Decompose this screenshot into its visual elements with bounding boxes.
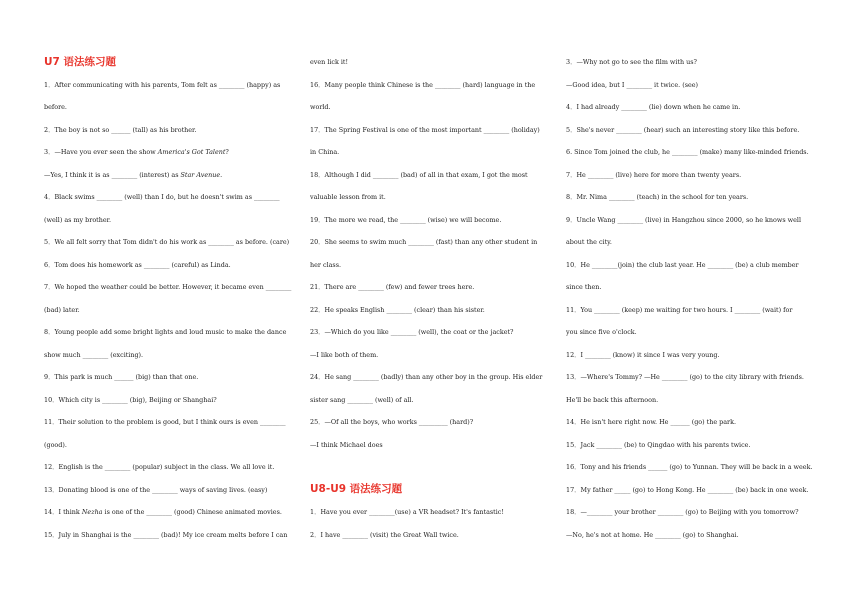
exercise-line: 2．The boy is not so ______ (tall) as his brother. bbox=[44, 126, 197, 134]
exercise-line: 3．—Why not go to see the film with us? bbox=[566, 58, 697, 66]
exercise-line: 18．—________ your brother ________ (go) to Beijing with you tomorrow? bbox=[566, 508, 799, 516]
exercise-line: 1．Have you ever ________(use) a VR headset? It's fantastic! bbox=[310, 508, 504, 516]
exercise-line: 14．He isn't here right now. He ______ (go) the park. bbox=[566, 418, 737, 426]
exercise-line: 6．Tom does his homework as ________ (careful) as Linda. bbox=[44, 261, 231, 269]
exercise-line: 25．—Of all the boys, who works _________ (hard)? bbox=[310, 418, 474, 426]
exercise-line: her class. bbox=[310, 261, 342, 269]
exercise-line: 15．Jack ________ (be) to Qingdao with his parents twice. bbox=[566, 441, 751, 449]
exercise-line: 12．I ________ (know) it since I was very young. bbox=[566, 351, 720, 359]
exercise-line: show much ________ (exciting). bbox=[44, 351, 144, 359]
exercise-line: 23．—Which do you like ________ (well), the coat or the jacket? bbox=[310, 328, 514, 336]
exercise-line: 24．He sang ________ (badly) than any other boy in the group. His elder bbox=[310, 373, 543, 381]
exercise-line: —No, he's not at home. He ________ (go) to Shanghai. bbox=[566, 531, 739, 539]
exercise-line: 10．He ________(join) the club last year. He ________ (be) a club member bbox=[566, 261, 799, 269]
exercise-line: 21．There are ________ (few) and fewer trees here. bbox=[310, 283, 475, 291]
exercise-line: 4．I had already ________ (lie) down when he came in. bbox=[566, 103, 741, 111]
exercise-line: even lick it! bbox=[310, 58, 349, 66]
exercise-line: 16．Tony and his friends ______ (go) to Yunnan. They will be back in a week. bbox=[566, 463, 813, 471]
exercise-line: (bad) later. bbox=[44, 306, 80, 314]
exercise-line: world. bbox=[310, 103, 331, 111]
exercise-line: 16．Many people think Chinese is the ________ (hard) language in the bbox=[310, 81, 536, 89]
exercise-line: 17．My father _____ (go) to Hong Kong. He ________ (be) back in one week. bbox=[566, 486, 809, 494]
exercise-line: 5．We all felt sorry that Tom didn't do his work as ________ as before. (care) bbox=[44, 238, 290, 246]
exercise-line: 13．—Where's Tommy? —He ________ (go) to the city library with friends. bbox=[566, 373, 804, 381]
exercise-line: 6. Since Tom joined the club, he ________ (make) many like-minded friends. bbox=[566, 148, 809, 156]
exercise-line: since then. bbox=[566, 283, 602, 291]
exercise-line: in China. bbox=[310, 148, 340, 156]
exercise-line: —Good idea, but I ________ it twice. (see) bbox=[566, 81, 699, 89]
exercise-line: before. bbox=[44, 103, 67, 111]
exercise-line: 12．English is the ________ (popular) subject in the class. We all love it. bbox=[44, 463, 275, 471]
exercise-line: —Yes, I think it is as ________ (interest) as Star Avenue. bbox=[44, 171, 223, 179]
exercise-line: 20．She seems to swim much ________ (fast) than any other student in bbox=[310, 238, 538, 246]
exercise-line: 11．Their solution to the problem is good, but I think ours is even ________ bbox=[44, 418, 286, 426]
section-heading-u7: U7 语法练习题 bbox=[44, 56, 116, 68]
exercise-line: 19．The more we read, the ________ (wise) we will become. bbox=[310, 216, 502, 224]
exercise-line: 10．Which city is ________ (big), Beijing or Shanghai? bbox=[44, 396, 217, 404]
exercise-line: —I think Michael does bbox=[310, 441, 383, 449]
exercise-line: 13．Donating blood is one of the ________ ways of saving lives. (easy) bbox=[44, 486, 268, 494]
exercise-line: 7．We hoped the weather could be better. However, it became even ________ bbox=[44, 283, 292, 291]
exercise-line: 2．I have ________ (visit) the Great Wall twice. bbox=[310, 531, 459, 539]
exercise-line: you since five o'clock. bbox=[566, 328, 637, 336]
exercise-line: (good). bbox=[44, 441, 67, 449]
exercise-line: 18．Although I did ________ (bad) of all in that exam, I got the most bbox=[310, 171, 528, 179]
section-heading-u8-u9: U8-U9 语法练习题 bbox=[310, 483, 403, 495]
exercise-line: 8．Young people add some bright lights and loud music to make the dance bbox=[44, 328, 287, 336]
exercise-line: 4．Black swims ________ (well) than I do, but he doesn't swim as ________ bbox=[44, 193, 280, 201]
exercise-line: —I like both of them. bbox=[310, 351, 379, 359]
exercise-line: (well) as my brother. bbox=[44, 216, 112, 224]
exercise-line: 14．I think Nezha is one of the ________ (good) Chinese animated movies. bbox=[44, 508, 282, 516]
exercise-line: 11．You ________ (keep) me waiting for two hours. I ________ (wait) for bbox=[566, 306, 793, 314]
exercise-line: 7．He ________ (live) here for more than twenty years. bbox=[566, 171, 742, 179]
exercise-line: 1．After communicating with his parents, Tom felt as ________ (happy) as bbox=[44, 81, 281, 89]
exercise-line: 8．Mr. Nima ________ (teach) in the school for ten years. bbox=[566, 193, 749, 201]
exercise-line: 3．—Have you ever seen the show America's Got Talent? bbox=[44, 148, 229, 156]
exercise-line: 9．This park is much ______ (big) than that one. bbox=[44, 373, 199, 381]
exercise-line: 17．The Spring Festival is one of the most important ________ (holiday) bbox=[310, 126, 540, 134]
exercise-line: He'll be back this afternoon. bbox=[566, 396, 659, 404]
exercise-line: 22．He speaks English ________ (clear) than his sister. bbox=[310, 306, 485, 314]
exercise-line: sister sang ________ (well) of all. bbox=[310, 396, 414, 404]
exercise-line: valuable lesson from it. bbox=[310, 193, 386, 201]
exercise-line: 15．July in Shanghai is the ________ (bad)! My ice cream melts before I can bbox=[44, 531, 288, 539]
exercise-line: about the city. bbox=[566, 238, 612, 246]
exercise-line: 5．She's never ________ (hear) such an interesting story like this before. bbox=[566, 126, 800, 134]
exercise-line: 9．Uncle Wang ________ (live) in Hangzhou since 2000, so he knows well bbox=[566, 216, 802, 224]
